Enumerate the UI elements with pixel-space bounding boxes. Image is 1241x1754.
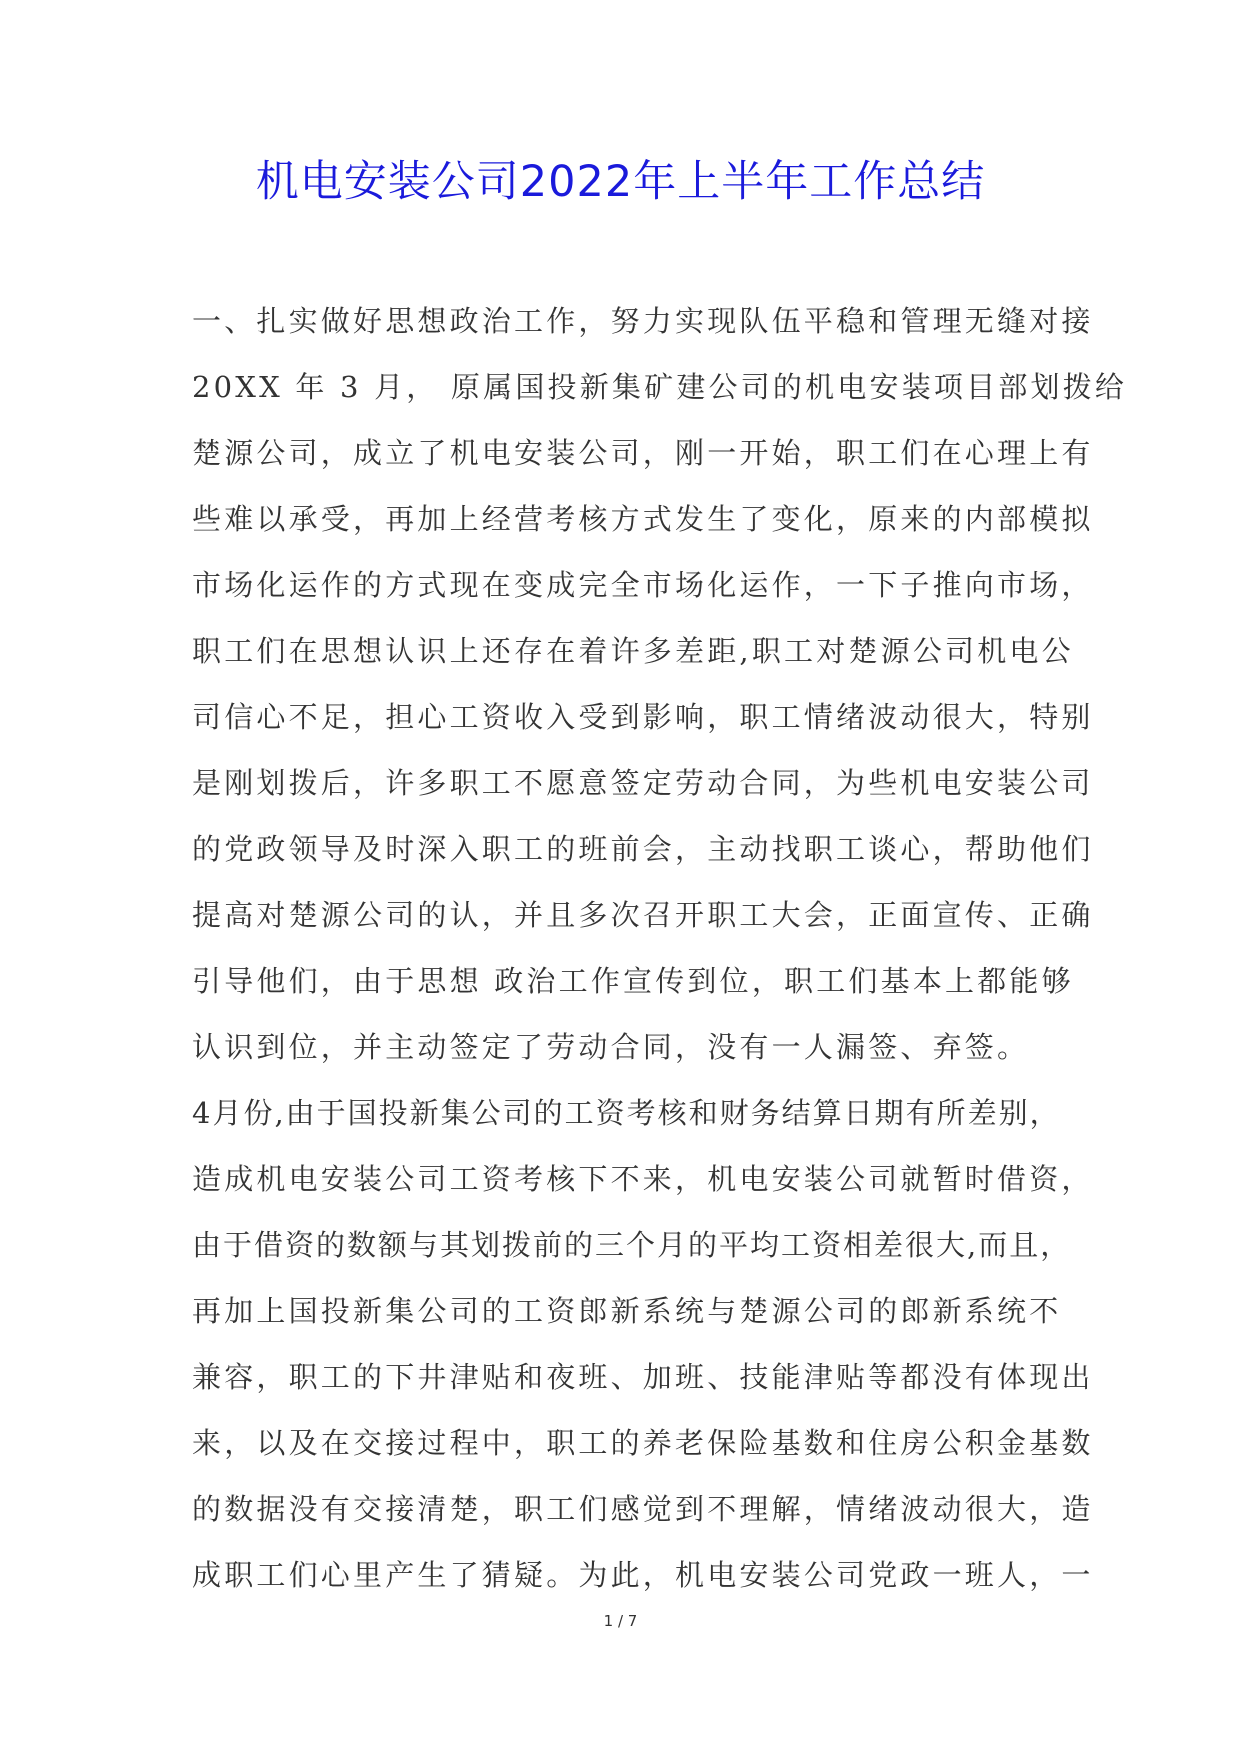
body-line: 由于借资的数额与其划拨前的三个月的平均工资相差很大,而且，	[192, 1228, 1072, 1262]
body-line: 提高对楚源公司的认，并且多次召开职工大会，正面宣传、正确	[192, 898, 1094, 932]
body-line: 认识到位，并主动签定了劳动合同，没有一人漏签、弃签。	[192, 1030, 1030, 1064]
body-line: 4月份,由于国投新集公司的工资考核和财务结算日期有所差别，	[192, 1096, 1061, 1130]
body-line: 职工们在思想认识上还存在着许多差距,职工对楚源公司机电公	[192, 634, 1074, 668]
body-line: 成职工们心里产生了猜疑。为此，机电安装公司党政一班人，一	[192, 1558, 1094, 1592]
body-line: 兼容，职工的下井津贴和夜班、加班、技能津贴等都没有体现出	[192, 1360, 1094, 1394]
body-line: 是刚划拨后，许多职工不愿意签定劳动合同，为些机电安装公司	[192, 766, 1094, 800]
body-line: 楚源公司，成立了机电安装公司，刚一开始，职工们在心理上有	[192, 436, 1094, 470]
body-line: 再加上国投新集公司的工资郎新系统与楚源公司的郎新系统不	[192, 1294, 1062, 1328]
body-line: 司信心不足，担心工资收入受到影响，职工情绪波动很大，特别	[192, 700, 1094, 734]
document-body	[192, 288, 1128, 1608]
document-title: 机电安装公司2022年上半年工作总结	[255, 157, 986, 207]
body-line: 引导他们，由于思想 政治工作宣传到位，职工们基本上都能够	[192, 964, 1074, 998]
body-line: 20XX 年 3 月， 原属国投新集矿建公司的机电安装项目部划拨给	[192, 370, 1128, 404]
body-line: 造成机电安装公司工资考核下不来，机电安装公司就暂时借资，	[192, 1162, 1094, 1196]
body-line: 市场化运作的方式现在变成完全市场化运作，一下子推向市场，	[192, 568, 1094, 602]
page-indicator: 1 / 7	[603, 1612, 638, 1630]
body-line: 的数据没有交接清楚，职工们感觉到不理解，情绪波动很大，造	[192, 1492, 1094, 1526]
body-line: 来，以及在交接过程中，职工的养老保险基数和住房公积金基数	[192, 1426, 1094, 1460]
body-line: 些难以承受，再加上经营考核方式发生了变化，原来的内部模拟	[192, 502, 1094, 536]
body-line: 的党政领导及时深入职工的班前会，主动找职工谈心，帮助他们	[192, 832, 1094, 866]
body-line: 一、扎实做好思想政治工作，努力实现队伍平稳和管理无缝对接	[192, 304, 1094, 338]
